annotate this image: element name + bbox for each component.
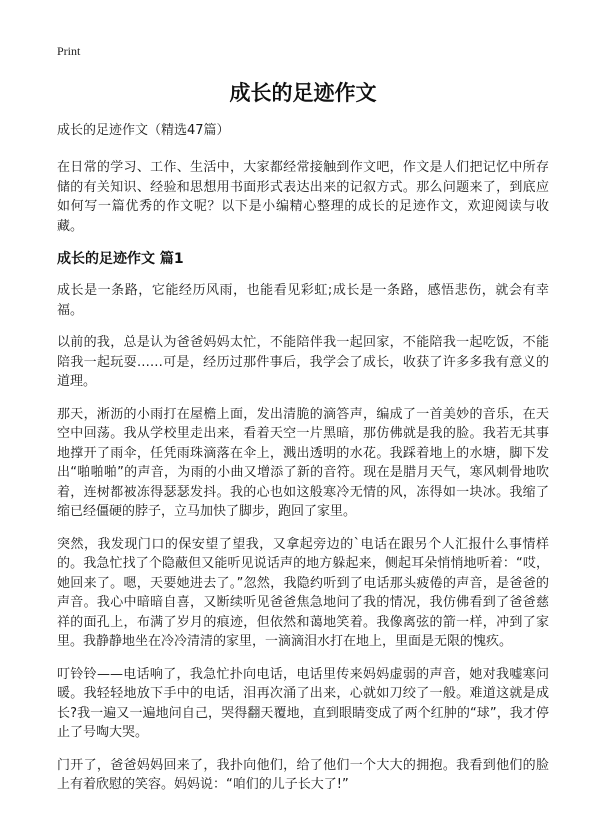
body-paragraph: 叮铃铃——电话响了，我急忙扑向电话，电话里传来妈妈虚弱的声音，她对我嘘寒问暖。我轻轻地放下手中的电话，泪再次涌了出来，心就如刀绞了一般。难道这就是成长?我一遍又一遍地问自己，哭得翻天覆地，直到眼睛变成了两个红肿的“球”，我才停止了号啕大哭。 [57, 666, 549, 740]
section-heading: 成长的足迹作文 篇1 [57, 251, 184, 267]
print-link[interactable]: Print [57, 44, 81, 58]
body-paragraph: 那天，淅沥的小雨打在屋檐上面，发出清脆的滴答声，编成了一首美妙的音乐，在天空中回荡。我从学校里走出来，看着天空一片黑暗，那仿佛就是我的脸。我若无其事地撑开了雨伞，任凭雨珠滴落在伞上，溅出透明的水花。我踩着地上的水塘，脚下发出“啪啪啪”的声音，为雨的小曲又增添了新的音符。现在是腊月天气，寒风刺骨地吹着，连树都被冻得瑟瑟发抖。我的心也如这般寒冷无情的风，冻得如一块冰。我缩了缩已经僵硬的脖子，立马加快了脚步，跑回了家里。 [57, 406, 549, 519]
body-paragraph: 门开了，爸爸妈妈回来了，我扑向他们，给了他们一个大大的拥抱。我看到他们的脸上有着欣慰的笑容。妈妈说：“咱们的儿子长大了!” [57, 757, 549, 792]
article-subtitle: 成长的足迹作文（精选47篇） [57, 123, 230, 138]
document-page [57, 44, 549, 808]
intro-paragraph: 在日常的学习、工作、生活中，大家都经常接触到作文吧，作文是人们把记忆中所存储的有关知识、经验和思想用书面形式表达出来的记叙方式。那么问题来了，到底应如何写一篇优秀的作文呢？以下是小编精心整理的成长的足迹作文，欢迎阅读与收藏。 [57, 160, 549, 234]
body-paragraph: 成长是一条路，它能经历风雨，也能看见彩虹;成长是一条路，感悟悲伤，就会有幸福。 [57, 283, 549, 318]
page-title: 成长的足迹作文 [229, 81, 377, 105]
body-paragraph: 以前的我，总是认为爸爸妈妈太忙，不能陪伴我一起回家，不能陪我一起吃饭，不能陪我一起玩耍……可是，经历过那件事后，我学会了成长，收获了许多多我有意义的道理。 [57, 335, 549, 389]
body-paragraph: 突然，我发现门口的保安望了望我，又拿起旁边的`电话在跟另个人汇报什么事情样的。我急忙找了个隐蔽但又能听见说话声的地方躲起来，侧起耳朵悄悄地听着：“哎，她回来了。嗯，天要她进去了。”忽然，我隐约听到了电话那头疲倦的声音，是爸爸的声音。我心中暗暗自喜，又断续听见爸爸焦急地问了我的情况，我仿佛看到了爸爸慈祥的面孔上，布满了岁月的痕迹，但依然和蔼地笑着。我像离弦的箭一样，冲到了家里。我静静地坐在冷冷清清的家里，一滴滴泪水打在地上，里面是无限的愧疚。 [57, 536, 549, 649]
